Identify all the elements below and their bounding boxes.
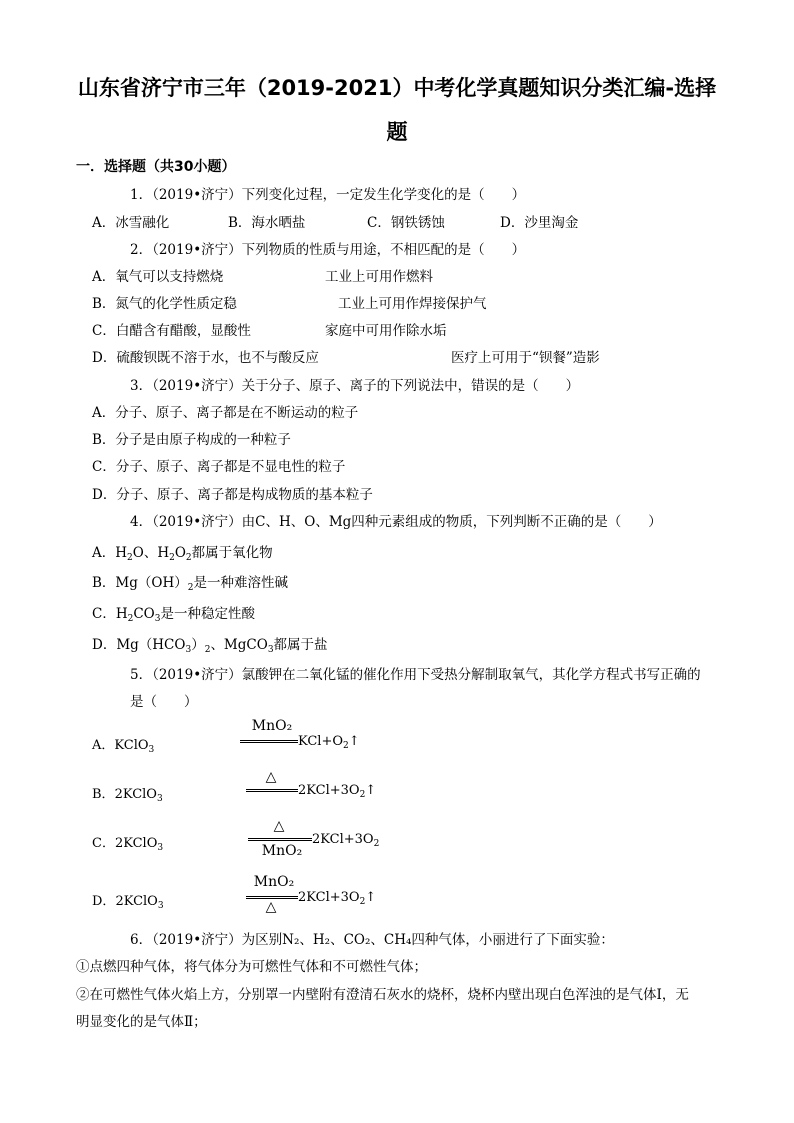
question-5-option-b: B．2KClO$_3$ △ $2KCl+3O_2↑$ <box>92 769 377 804</box>
question-2-option-b-use: 工业上可用作焊接保护气 <box>338 296 487 312</box>
catalyst-label: MnO₂ <box>253 874 295 890</box>
question-1-option-c: C．钢铁锈蚀 <box>367 215 445 231</box>
question-4-stem: 4．（2019•济宁）由C、H、O、Mg四种元素组成的物质，下列判断不正确的是（ ） <box>130 514 662 530</box>
question-3-option-d: D．分子、原子、离子都是构成物质的基本粒子 <box>92 487 373 503</box>
heat-symbol: △ <box>273 818 285 834</box>
question-1-option-b: B．海水晒盐 <box>228 215 306 231</box>
question-1-option-a: A．冰雪融化 <box>92 215 170 231</box>
question-3-option-b: B．分子是由原子构成的一种粒子 <box>92 432 291 448</box>
question-2-option-d-use: 医疗上可用于“钡餐”造影 <box>451 350 600 366</box>
catalyst-label: MnO₂ <box>261 843 303 859</box>
section-heading: 一．选择题（共30小题） <box>76 159 236 175</box>
question-5-stem-line2: 是（ ） <box>130 694 198 710</box>
question-4-option-c: C．$H_2CO_3$是一种稳定性酸 <box>92 606 255 624</box>
question-2-option-c: C．白醋含有醋酸，显酸性 <box>92 323 251 339</box>
question-6-step-2-line2: 明显变化的是气体Ⅱ； <box>76 1014 207 1030</box>
question-2-option-a-use: 工业上可用作燃料 <box>325 269 433 285</box>
question-2-option-a: A．氧气可以支持燃烧 <box>92 269 224 285</box>
question-6-stem: 6．（2019•济宁）为区别N₂、H₂、CO₂、CH₄四种气体，小丽进行了下面实验： <box>130 932 614 948</box>
reaction-bar <box>246 789 298 792</box>
question-2-stem: 2．（2019•济宁）下列物质的性质与用途，不相匹配的是（ ） <box>130 242 526 258</box>
question-5-option-c: C．2KClO$_3$ △ MnO₂ $2KCl+3O_2$ <box>92 818 380 859</box>
heat-symbol: △ <box>265 769 277 785</box>
question-4-option-d: D．$Mg(HCO_3)_2$、MgCO$_3$都属于盐 <box>92 637 328 655</box>
question-3-option-c: C．分子、原子、离子都是不显电性的粒子 <box>92 459 346 475</box>
reaction-bar <box>240 740 298 743</box>
question-4-option-b: B．$Mg(OH)_2$是一种难溶性碱 <box>92 575 288 593</box>
catalyst-label: MnO₂ <box>251 718 293 734</box>
question-6-step-1: ①点燃四种气体，将气体分为可燃性气体和不可燃性气体； <box>76 959 427 975</box>
question-1-option-d: D．沙里淘金 <box>500 215 579 231</box>
heat-symbol: △ <box>265 899 277 915</box>
question-1-stem: 1．（2019•济宁）下列变化过程，一定发生化学变化的是（ ） <box>130 187 526 203</box>
question-4-option-a: A．$H_2O$、$H_2O_2$都属于氧化物 <box>92 545 273 563</box>
document-title-line1: 山东省济宁市三年（2019-2021）中考化学真题知识分类汇编-选择 <box>77 76 717 100</box>
question-3-option-a: A．分子、原子、离子都是在不断运动的粒子 <box>92 405 359 421</box>
question-2-option-d: D．硫酸钡既不溶于水，也不与酸反应 <box>92 350 319 366</box>
reaction-bar <box>248 838 312 841</box>
question-5-stem-line1: 5．（2019•济宁）氯酸钾在二氧化锰的催化作用下受热分解制取氧气，其化学方程式书写正确的 <box>130 667 701 683</box>
question-5-option-d: D．2KClO$_3$ MnO₂ △ $2KCl+3O_2↑$ <box>92 874 377 915</box>
question-6-step-2-line1: ②在可燃性气体火焰上方，分别罩一内壁附有澄清石灰水的烧杯，烧杯内壁出现白色浑浊的是气体Ⅰ，无 <box>76 987 689 1003</box>
question-5-option-a: A．KClO$_3$ MnO₂ $KCl+O_2↑$ <box>92 718 360 755</box>
document-title-line2: 题 <box>386 120 408 144</box>
question-3-stem: 3．（2019•济宁）关于分子、原子、离子的下列说法中，错误的是（ ） <box>130 378 580 394</box>
question-2-option-b: B．氮气的化学性质定稳 <box>92 296 237 312</box>
question-2-option-c-use: 家庭中可用作除水垢 <box>325 323 447 339</box>
